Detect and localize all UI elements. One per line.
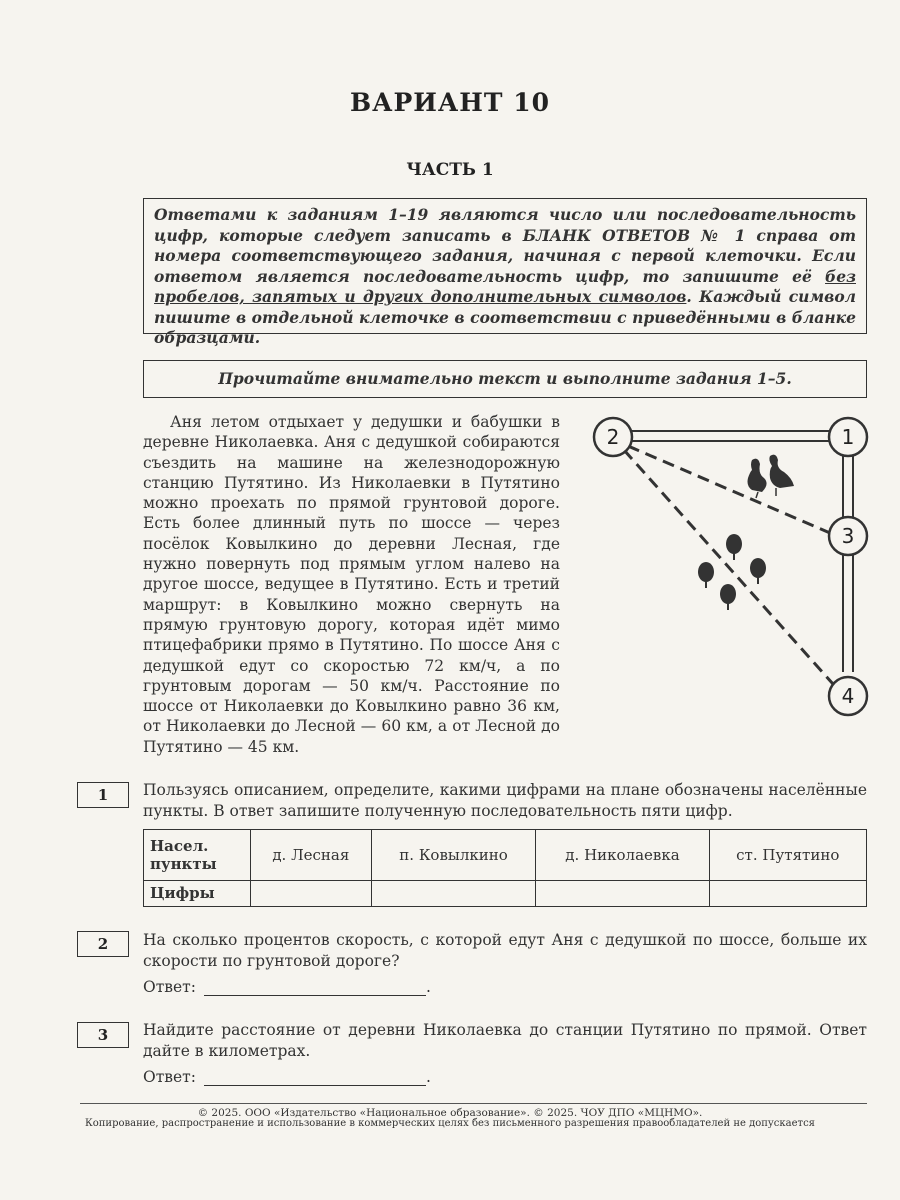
story-text: Аня летом отдыхает у дедушки и бабушки в деревне Николаевка. Аня с дедушкой собираются съездить на машине на железнодорожную станцию Путятино. Из Николаевки в Путятино можно проехать по прямой грунтовой дороге. Есть более длинный путь по шоссе — через посёлок Ковылкино до деревни Лесная, где нужно повернуть под прямым углом налево на другое шоссе, ведущее в Путятино. Есть и третий маршрут: в Ковылкино можно свернуть на прямую грунтовую дорогу, которая идёт мимо птицефабрики прямо в Путятино. По шоссе Аня с дедушкой едут со скоростью 72 км/ч, а по грунтовым дорогам — 50 км/ч. Расстояние по шоссе от Николаевки до Ковылкино равно 36 км, от Николаевки до Лесной — 60 км, а от Лесной до Путятино — 45 км. (143, 413, 560, 756)
table-header-cell: д. Николаевка (536, 830, 709, 881)
node-2 (594, 418, 632, 456)
answer-cell[interactable] (371, 880, 536, 906)
geese-icon (748, 455, 795, 498)
task-3-text: Найдите расстояние от деревни Николаевка до станции Путятино по прямой. Ответ дайте в километрах. (143, 1021, 867, 1060)
instructions-box (143, 198, 867, 347)
task-2-number: 2 (77, 931, 129, 957)
task-2-text: На сколько процентов скорость, с которой едут Аня с дедушкой по шоссе, больше их скорости по грунтовой дороге? (143, 931, 867, 970)
task-1-table (143, 829, 867, 907)
node-3 (829, 517, 867, 555)
answer-label: Ответ: (143, 978, 196, 996)
table-header-cell: Насел. пункты (144, 830, 251, 881)
answer-line[interactable] (204, 979, 426, 996)
task-3-answer: Ответ: . (143, 1068, 431, 1086)
task-2-answer: Ответ: . (143, 978, 431, 996)
route-map (580, 410, 880, 720)
node-label-2: 2 (606, 425, 620, 449)
read-prompt: Прочитайте внимательно текст и выполните задания 1–5. (218, 369, 792, 388)
answer-label: Ответ: (143, 1068, 196, 1086)
node-label-1: 1 (841, 425, 855, 449)
read-prompt-box (143, 360, 867, 398)
table-header-cell: п. Ковылкино (371, 830, 536, 881)
table-row (144, 880, 867, 906)
instructions-text-underlined: без пробелов, запятых и других дополнительных символов (154, 266, 856, 306)
node-1 (829, 418, 867, 456)
footer-divider (80, 1103, 867, 1104)
instructions-text-b: . Каждый символ пишите в отдельной клеточке в соответствии с приведёнными в бланке образцами. (154, 287, 857, 347)
answer-line[interactable] (204, 1069, 426, 1086)
footer-copyright: © 2025. ООО «Издательство «Национальное образование». © 2025. ЧОУ ДПО «МЦНМО». (197, 1107, 703, 1119)
table-header-cell: д. Лесная (251, 830, 372, 881)
node-4 (829, 677, 867, 715)
dirt-road-2-3 (628, 446, 830, 533)
table-header-cell: ст. Путятино (709, 830, 866, 881)
part-title: ЧАСТЬ 1 (406, 160, 494, 180)
table-header-cell: Цифры (144, 880, 251, 906)
dirt-road-2-4 (624, 450, 833, 684)
footer-notice: Копирование, распространение и использование в коммерческих целях без письменного разрешения правообладателей не допускается (85, 1118, 815, 1129)
table-row (144, 830, 867, 881)
task-1-text: Пользуясь описанием, определите, какими цифрами на плане обозначены населённые пункты. В ответ запишите полученную последовательность пяти цифр. (143, 781, 867, 820)
variant-title: ВАРИАНТ 10 (350, 88, 550, 117)
answer-cell[interactable] (536, 880, 709, 906)
task-1-number: 1 (77, 782, 129, 808)
node-label-3: 3 (841, 524, 855, 548)
answer-cell[interactable] (251, 880, 372, 906)
task-3-number: 3 (77, 1022, 129, 1048)
instructions-text-a: Ответами к заданиям 1–19 являются число или последовательность цифр, которые следует записать в БЛАНК ОТВЕТОВ № 1 справа от номера соответствующего задания, начиная с первой клеточки. Если ответом является последовательность цифр, то запишите её (154, 205, 856, 286)
node-label-4: 4 (841, 684, 855, 708)
answer-cell[interactable] (709, 880, 866, 906)
